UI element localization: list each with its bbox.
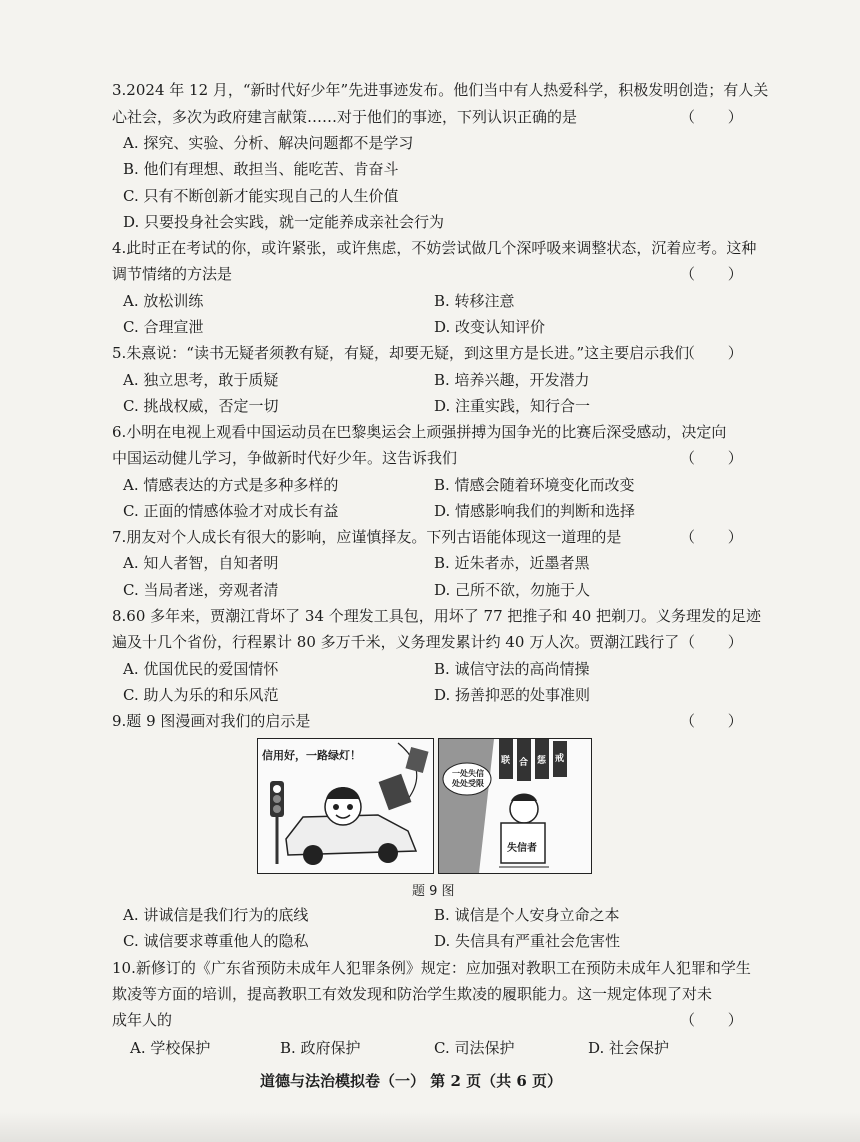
q6-stem-line2: 中国运动健儿学习，争做新时代好少年。这告诉我们 [112, 449, 458, 467]
q10-option-b: B. 政府保护 [280, 1039, 361, 1057]
q9-option-b: B. 诚信是个人安身立命之本 [434, 906, 620, 924]
q4-option-c: C. 合理宣泄 [123, 318, 204, 336]
q9-option-a: A. 讲诚信是我们行为的底线 [123, 906, 309, 924]
q7-answer-paren: （ ） [680, 528, 757, 546]
q6-option-a: A. 情感表达的方式是多种多样的 [123, 476, 339, 494]
q10-stem-line2: 欺凌等方面的培训，提高教职工有效发现和防治学生欺凌的履职能力。这一规定体现了对未 [112, 985, 713, 1003]
q4-stem-line1: 4.此时正在考试的你，或许紧张，或许焦虑，不妨尝试做几个深呼吸来调整状态，沉着应考。这种 [112, 239, 757, 257]
q4-option-a: A. 放松训练 [123, 292, 204, 310]
q3-option-d: D. 只要投身社会实践，就一定能养成亲社会行为 [123, 213, 445, 231]
q8-option-a: A. 优国优民的爱国情怀 [123, 660, 279, 678]
q8-answer-paren: （ ） [680, 633, 757, 651]
q6-stem-line1: 6.小明在电视上观看中国运动员在巴黎奥运会上顽强拼搏为国争光的比赛后深受感动，决定向 [112, 423, 727, 441]
cartoon-left-caption: 信用好，一路绿灯！ [262, 749, 361, 762]
q4-option-d: D. 改变认知评价 [434, 318, 546, 336]
q5-answer-paren: （ ） [680, 344, 757, 362]
q8-stem-line2: 遍及十几个省份，行程累计 80 多万千米，义务理发累计约 40 万人次。贾潮江践行了 [112, 633, 680, 651]
q5-stem-line1: 5.朱熹说：“读书无疑者须教有疑，有疑，却要无疑，到这里方是长进。”这主要启示我们 [112, 344, 690, 362]
q9-option-c: C. 诚信要求尊重他人的隐私 [123, 932, 309, 950]
q4-stem-line2: 调节情绪的方法是 [112, 265, 233, 283]
q10-answer-paren: （ ） [680, 1011, 757, 1029]
q6-answer-paren: （ ） [680, 449, 757, 467]
q3-option-b: B. 他们有理想、敢担当、能吃苦、肯奋斗 [123, 160, 399, 178]
q5-option-c: C. 挑战权威，否定一切 [123, 397, 279, 415]
q10-option-a: A. 学校保护 [130, 1039, 211, 1057]
q8-stem-line1: 8.60 多年来，贾潮江背坏了 34 个理发工具包，用坏了 77 把推子和 40 把剃刀。义务理发的足迹 [112, 607, 762, 625]
q7-option-b: B. 近朱者赤，近墨者黑 [434, 554, 590, 572]
q9-answer-paren: （ ） [680, 712, 757, 730]
q3-stem-line1: 3.2024 年 12 月，“新时代好少年”先进事迹发布。他们当中有人热爱科学，积极发明创造；有人关 [112, 81, 769, 99]
cartoon-left-panel [257, 738, 434, 874]
q8-option-c: C. 助人为乐的和乐风范 [123, 686, 279, 704]
q7-option-c: C. 当局者迷，旁观者清 [123, 581, 279, 599]
cartoon-right-bubble: 一处失信 处处受限 [452, 769, 484, 788]
q7-option-a: A. 知人者智，自知者明 [123, 554, 279, 572]
q6-option-d: D. 情感影响我们的判断和选择 [434, 502, 636, 520]
q6-option-b: B. 情感会随着环境变化而改变 [434, 476, 635, 494]
q5-option-a: A. 独立思考，敢于质疑 [123, 371, 279, 389]
cartoon-hand-label-4: 戒 [555, 754, 565, 764]
q3-option-a: A. 探究、实验、分析、解决问题都不是学习 [123, 134, 414, 152]
cartoon-hand-label-1: 联 [501, 756, 511, 766]
cartoon-hand-label-2: 合 [519, 758, 529, 768]
q3-answer-paren: （ ） [680, 108, 757, 126]
q9-option-d: D. 失信具有严重社会危害性 [434, 932, 621, 950]
q5-option-d: D. 注重实践，知行合一 [434, 397, 591, 415]
q4-option-b: B. 转移注意 [434, 292, 515, 310]
q10-stem-line1: 10.新修订的《广东省预防未成年人犯罪条例》规定：应加强对教职工在预防未成年人犯罪和学生 [112, 959, 751, 977]
q6-option-c: C. 正面的情感体验才对成长有益 [123, 502, 339, 520]
q10-stem-line3: 成年人的 [112, 1011, 173, 1029]
q10-option-c: C. 司法保护 [434, 1039, 515, 1057]
figure-caption: 题 9 图 [412, 884, 455, 899]
q3-option-c: C. 只有不断创新才能实现自己的人生价值 [123, 187, 399, 205]
cartoon-hand-label-3: 惩 [537, 756, 547, 766]
q3-stem-line2: 心社会，多次为政府建言献策……对于他们的事迹，下列认识正确的是 [112, 108, 578, 126]
cartoon-right-label: 失信者 [507, 843, 537, 854]
q7-stem-line1: 7.朋友对个人成长有很大的影响，应谨慎择友。下列古语能体现这一道理的是 [112, 528, 622, 546]
cartoon-right-panel [438, 738, 592, 874]
q10-option-d: D. 社会保护 [588, 1039, 670, 1057]
q8-option-b: B. 诚信守法的高尚情操 [434, 660, 590, 678]
page-footer: 道德与法治模拟卷（一） 第 2 页（共 6 页） [260, 1072, 562, 1090]
q8-option-d: D. 扬善抑恶的处事准则 [434, 686, 591, 704]
q4-answer-paren: （ ） [680, 265, 757, 283]
q5-option-b: B. 培养兴趣，开发潜力 [434, 371, 590, 389]
q9-stem-line1: 9.题 9 图漫画对我们的启示是 [112, 712, 311, 730]
page-bottom-shadow [0, 1112, 860, 1142]
q7-option-d: D. 己所不欲，勿施于人 [434, 581, 591, 599]
